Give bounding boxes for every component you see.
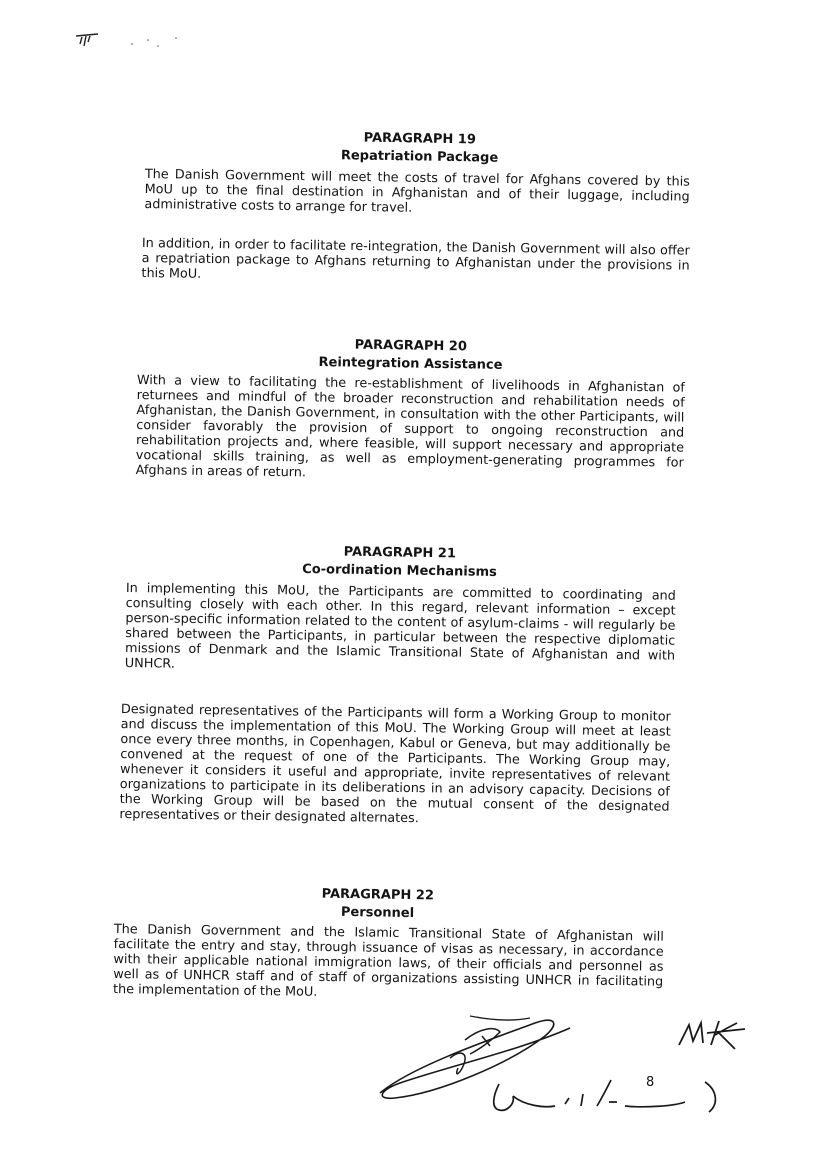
paragraph-19-text-1: The Danish Government will meet the costs of travel for Afghans covered by this MoU up to the final destination in Afghanistan and of their luggage, including administrative costs to arrange for travel. (144, 167, 690, 216)
paragraph-number: PARAGRAPH 20 (354, 337, 468, 355)
page-number: 8 (646, 1075, 655, 1090)
paragraph-number: PARAGRAPH 19 (363, 130, 477, 148)
paragraph-number: PARAGRAPH 21 (343, 544, 457, 562)
paragraph-number: PARAGRAPH 22 (321, 886, 435, 904)
paragraph-20-heading (0, 331, 824, 380)
paragraph-21-text-2: Designated representatives of the Participants will form a Working Group to monitor and discuss the implementation of this MoU. The Working Group will meet at least once every three months, in Copenhagen, Kabul or Geneva, but may additionally be convened at the request of one of the Participants. The Working Group may, whenever it considers it useful and appropriate, invite representatives of relevant organizations to participate in its deliberations in an advisory capacity. Decisions of the Working Group will be based on the mutual consent of the designated representatives or their designated alternates. (119, 702, 671, 827)
initials-text: MK (675, 1015, 677, 1016)
paragraph-20-text-1: With a view to facilitating the re-establishment of livelihoods in Afghanistan of returnees and mindful of the broader reconstruction and rehabilitation needs of Afghanistan, the Danish Government, in consultation with the other Participants, will consider favorably the provision of support to ongoing reconstruction and rehabilitation projects and, where feasible, will support necessary and appropriate vocational skills training, as well as employment-generating programmes for Afghans in areas of return. (135, 373, 685, 481)
paragraph-21-heading (0, 538, 813, 587)
paragraph-title: Reintegration Assistance (318, 355, 503, 373)
paragraph-22-text-1: The Danish Government and the Islamic Transitional State of Afghanistan will facilitate the entry and stay, through issuance of visas as necessary, in accordance with their applicable national immigration laws, of their officials and personnel as well as of UNHCR staff and of staff of organizations assisting UNHCR in facilitating the implementation of the MoU. (112, 922, 664, 1000)
paragraph-title: Co-ordination Mechanisms (302, 561, 497, 581)
signature-2 (485, 1076, 735, 1121)
initials-signature (675, 1015, 755, 1055)
paragraph-title: Personnel (340, 904, 415, 922)
paragraph-19-heading (6, 124, 826, 173)
paragraph-21-text-1: In implementing this MoU, the Participants are committed to coordinating and consulting closely with each other. In this regard, relevant information – except person-specific information related to the content of asylum-claims - will regularly be shared between the Participants, in particular between the respective diplomatic missions of Denmark and the Islamic Transitional State of Afghanistan and with UNHCR. (124, 581, 676, 672)
paragraph-title: Repatriation Package (340, 148, 499, 166)
fax-mark (72, 28, 192, 58)
paragraph-19-text-2: In addition, in order to facilitate re-integration, the Danish Government will also offer a repatriation package to Afghans returning to Afghanistan under the provisions in this MoU. (141, 236, 690, 282)
